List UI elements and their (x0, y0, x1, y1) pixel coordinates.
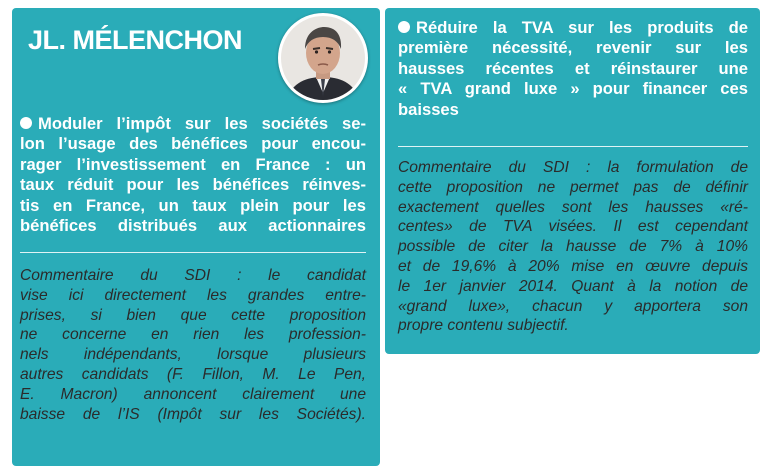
comment-line: autres candidats (F. Fillon, M. Le Pen, (20, 365, 366, 383)
proposal-line: bénéfices distribués aux actionnaires (20, 216, 366, 236)
section-divider (398, 146, 748, 147)
proposal-line: tis en France, un taux plein pour les (20, 195, 366, 215)
comment-line: Commentaire du SDI : le candidat (20, 267, 366, 284)
comment-line: et de 19,6% à 20% mise en œuvre depuis (398, 257, 748, 275)
comment-line: vise ici directement les grandes entre- (20, 286, 366, 304)
comment-line: centes» de TVA visées. Il est cependant (398, 218, 748, 236)
comment-line: E. Macron) annoncent clairement une (20, 385, 366, 403)
left-comment (20, 266, 366, 424)
proposal-line: lon l’usage des bénéfices pour encou- (20, 134, 366, 154)
candidate-name-tab (14, 9, 264, 85)
section-divider (20, 252, 366, 253)
proposal-line: « TVA grand luxe » pour financer ces (398, 79, 748, 99)
left-proposal (20, 114, 366, 236)
comment-line: ne concerne en rien les profession- (20, 326, 366, 344)
proposal-line: taux réduit pour les bénéfices réinves- (20, 175, 366, 195)
comment-line: propre contenu subjectif. (398, 317, 569, 335)
proposal-line: première nécessité, revenir sur les (398, 38, 748, 58)
proposal-line: rager l’investissement en France : un (20, 154, 366, 174)
proposal-line: Réduire la TVA sur les produits de (398, 18, 748, 38)
comment-line: «grand luxe», chacun y apportera son (398, 297, 748, 315)
comment-line: nels indépendants, lorsque plusieurs (20, 346, 366, 364)
bullet-icon (398, 21, 410, 33)
candidate-name: JL. MÉLENCHON (28, 25, 243, 55)
proposal-line: baisses (398, 99, 459, 119)
candidate-photo (278, 13, 368, 103)
comment-line: exactement quelles sont les hausses «ré- (398, 198, 748, 216)
bullet-icon (20, 117, 32, 129)
proposal-line: Moduler l’impôt sur les sociétés se- (20, 114, 366, 134)
comment-line: possible de citer la hausse de 7% à 10% (398, 238, 748, 256)
comment-line: prises, si bien que cette proposition (20, 306, 366, 324)
portrait-image (278, 13, 368, 103)
right-comment (398, 158, 748, 336)
proposal-line: hausses récentes et réinstaurer une (398, 58, 748, 78)
comment-line: Commentaire du SDI : la formulation de (398, 159, 748, 176)
comment-line: le 1er janvier 2014. Quant à la notion de (398, 277, 748, 295)
comment-line: baisse de l’IS (Impôt sur les Sociétés). (20, 405, 366, 423)
comment-line: cette proposition ne permet pas de définir (398, 178, 748, 196)
right-proposal (398, 18, 748, 120)
